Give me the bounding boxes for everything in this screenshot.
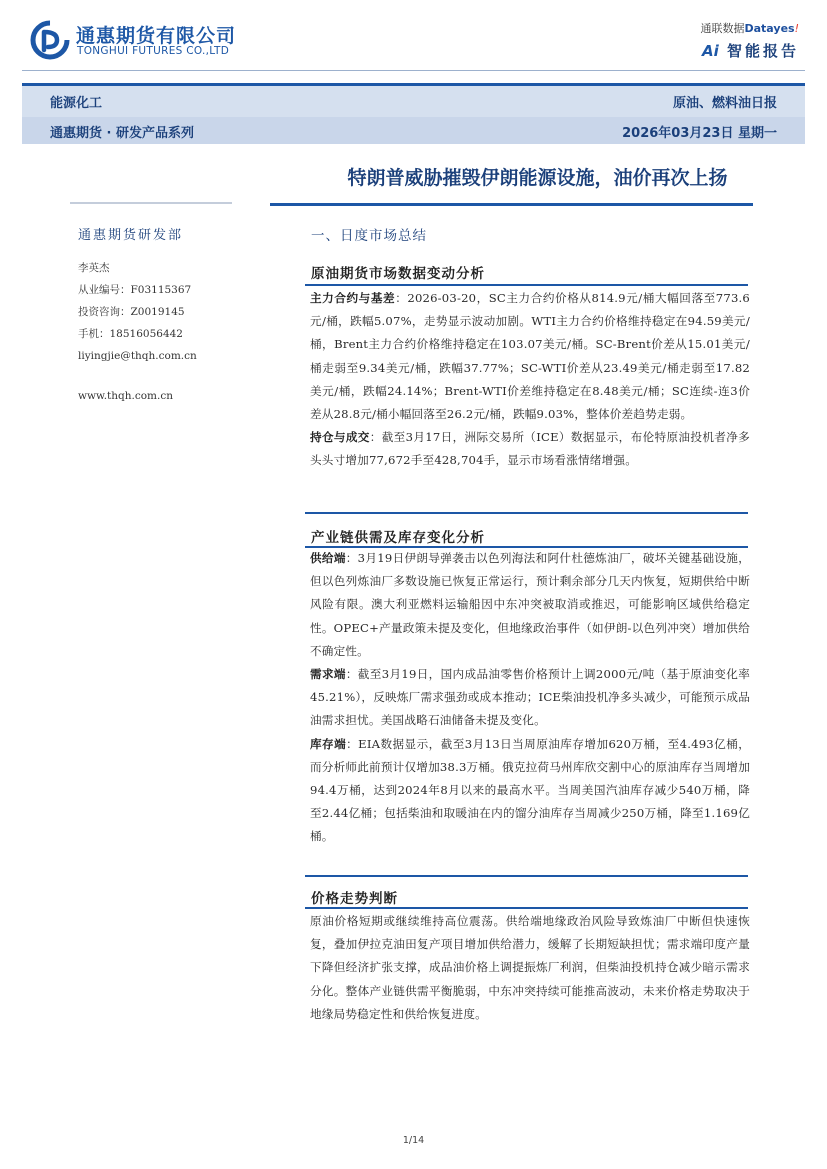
subsection-heading-futures: 原油期货市场数据变动分析 (311, 266, 485, 282)
datayes-brand (701, 20, 800, 36)
ai-label: Ai (701, 42, 719, 60)
subsection-rule (305, 284, 748, 286)
brand-datayes: Datayes (744, 22, 795, 35)
section-heading: 一、日度市场总结 (311, 228, 427, 244)
sector-label: 能源化工 (50, 96, 103, 111)
brand-prefix: 通联数据 (700, 22, 745, 35)
para-text: ：截至3月17日，洲际交易所（ICE）数据显示，布伦特原油投机者净多头头寸增加77,672手至428,704手，显示市场看涨情绪增强。 (310, 430, 750, 468)
paragraph-block (310, 547, 750, 849)
para-label: 库存端 (310, 736, 347, 751)
subsection-heading-price-outlook: 价格走势判断 (311, 891, 398, 907)
report-title: 特朗普威胁摧毁伊朗能源设施，油价再次上扬 (347, 167, 728, 189)
para-label: 主力合约与基差 (310, 291, 396, 305)
company-logo-icon (30, 20, 70, 60)
paragraph-block (310, 287, 750, 473)
title-underline (270, 203, 753, 206)
license-number: 从业编号：F03115367 (78, 284, 192, 296)
author-email[interactable]: liyingjie@thqh.com.cn (78, 350, 197, 362)
sector-band (22, 83, 805, 117)
para-text: ：3月19日伊朗导弹袭击以色列海法和阿什杜德炼油厂，破坏关键基础设施，但以色列炼油厂多数设施已恢复正常运行，预计剩余部分几天内恢复，短期供给中断风险有限。澳大利亚燃料运输船因中东冲突被取消或推迟，可能影响区域供给稳定性。OPEC+产量政策未提及变化，但地缘政治事件（如伊朗-以色列冲突）增加供给不确定性。 (310, 551, 750, 658)
company-name-cn: 通惠期货有限公司 (76, 25, 237, 47)
paragraph (310, 287, 750, 426)
author-name: 李英杰 (78, 262, 110, 274)
paragraph (310, 733, 750, 849)
page-number: 1/14 (402, 1135, 425, 1146)
series-label: 通惠期货 · 研发产品系列 (50, 126, 194, 141)
header-divider (22, 70, 805, 71)
para-label: 持仓与成交 (310, 430, 370, 445)
report-label: 智能报告 (726, 42, 799, 60)
para-label: 供给端 (310, 551, 346, 565)
subsection-heading-supply-demand: 产业链供需及库存变化分析 (311, 530, 485, 546)
para-text: ：2026-03-20，SC主力合约价格从814.9元/桶大幅回落至773.6元/桶，跌幅5.07%，走势显示波动加剧。WTI主力合约价格维持稳定在94.59美元/桶，Brent主力合约价格维持稳定在103.07美元/桶。SC-Brent价差从15.01美元/桶走弱至9.34美元/桶，跌幅37.77%；SC-WTI价差从23.49美元/桶走弱至17.82美元/桶，跌幅24.14%；Brent-WTI价差维持稳定在8.48美元/桶；SC连续-连3价差从28.8元/桶小幅回落至26.2元/桶，跌幅9.03%，整体价差趋势走弱。 (310, 291, 750, 422)
department-name: 通惠期货研发部 (78, 228, 184, 243)
ai-report-label (702, 40, 799, 61)
report-date: 2026年03月23日 星期一 (622, 126, 777, 141)
sidebar-rule (70, 202, 232, 204)
subsection-rule (305, 907, 748, 909)
phone-number: 手机：18516056442 (78, 328, 183, 340)
brand-mark: ! (794, 22, 799, 35)
author-sidebar (78, 224, 253, 407)
para-text: ：EIA数据显示，截至3月13日当周原油库存增加620万桶，至4.493亿桶，而分析师此前预计仅增加38.3万桶。俄克拉荷马州库欣交割中心的原油库存当周增加94.4万桶，达到2024年8月以来的最高水平。当周美国汽油库存减少540万桶，降至2.44亿桶；包括柴油和取暖油在内的馏分油库存当周减少250万桶，降至1.169亿桶。 (310, 736, 750, 844)
paragraph (310, 426, 750, 472)
company-website[interactable]: www.thqh.com.cn (78, 390, 173, 402)
paragraph: 原油价格短期或继续维持高位震荡。供给端地缘政治风险导致炼油厂中断但快速恢复，叠加伊拉克油田复产项目增加供给潜力，缓解了长期短缺担忧；需求端印度产量下降但经济扩张支撑，成品油价格上调提振炼厂利润，但柴油投机持仓减少暗示需求分化。整体产业链供需平衡脆弱，中东冲突持续可能推高波动，未来价格走势取决于地缘局势稳定性和供给恢复进度。 (310, 914, 750, 1021)
paragraph (310, 663, 750, 733)
para-label: 需求端 (310, 667, 346, 682)
series-band (22, 117, 805, 144)
paragraph (310, 547, 750, 663)
consulting-number: 投资咨询：Z0019145 (78, 306, 185, 318)
company-name-en: TONGHUI FUTURES CO.,LTD (77, 45, 230, 57)
subsection-rule (305, 875, 748, 877)
report-type-label: 原油、燃料油日报 (672, 96, 777, 111)
para-text: ：截至3月19日，国内成品油零售价格预计上调2000元/吨（基于原油变化率45.21%），反映炼厂需求强劲或成本推动；ICE柴油投机净多头减少，可能预示成品油需求担忧。美国战略石油储备未提及变化。 (310, 667, 750, 728)
paragraph-block (310, 910, 750, 1026)
subsection-rule (305, 512, 748, 514)
